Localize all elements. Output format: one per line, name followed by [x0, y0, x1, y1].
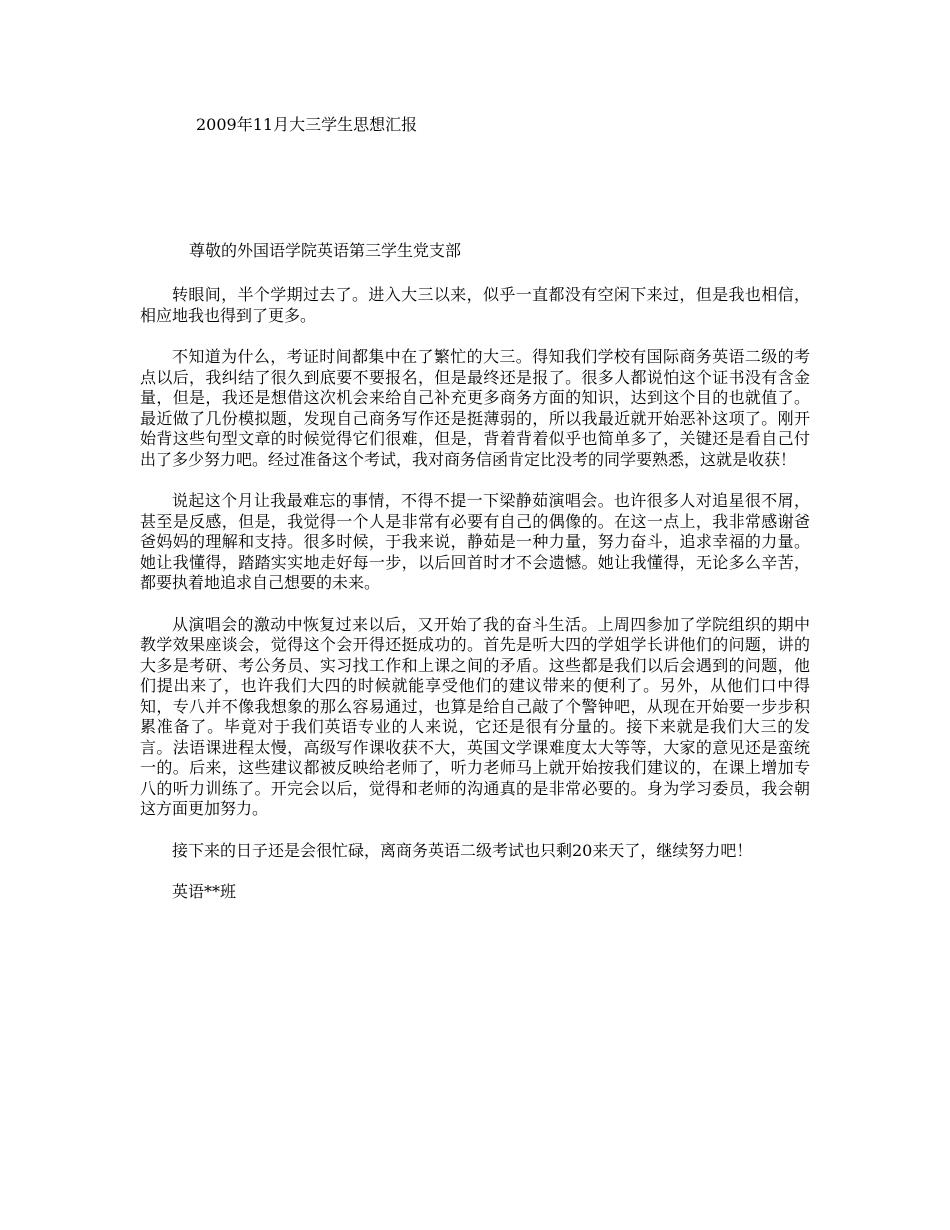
paragraph-meeting: 从演唱会的激动中恢复过来以后，又开始了我的奋斗生活。上周四参加了学院组织的期中教学效果座谈会，觉得这个会开得还挺成功的。首先是听大四的学姐学长讲他们的问题，讲的大多是考研、考公务员、实习找工作和上课之间的矛盾。这些都是我们以后会遇到的问题，他们提出来了，也许我们大四的时候就能享受他们的建议带来的便利了。另外，从他们口中得知，专八并不像我想象的那么容易通过，也算是给自己敲了个警钟吧，从现在开始要一步步积累准备了。毕竟对于我们英语专业的人来说，它还是很有分量的。接下来就是我们大三的发言。法语课进程太慢，高级写作课收获不大，英国文学课难度太大等等，大家的意见还是蛮统一的。后来，这些建议都被反映给老师了，听力老师马上就开始按我们建议的，在课上增加专八的听力训练了。开完会以后，觉得和老师的沟通真的是非常必要的。身为学习委员，我会朝这方面更加努力。: [140, 614, 810, 818]
salutation: 尊敬的外国语学院英语第三学生党支部: [189, 241, 462, 260]
paragraph-exam: 不知道为什么，考证时间都集中在了繁忙的大三。得知我们学校有国际商务英语二级的考点以后，我纠结了很久到底要不要报名，但是最终还是报了。很多人都说怕这个证书没有含金量，但是，我还是想借这次机会来给自己补充更多商务方面的知识，达到这个目的也就值了。最近做了几份模拟题，发现自己商务写作还是挺薄弱的，所以我最近就开始恶补这项了。刚开始背这些句型文章的时候觉得它们很难，但是，背着背着似乎也简单多了，关键还是看自己付出了多少努力吧。经过准备这个考试，我对商务信函肯定比没考的同学要熟悉，这就是收获！: [140, 347, 810, 469]
document-title: 2009年11月大三学生思想汇报: [196, 115, 418, 134]
signature: 英语**班: [172, 882, 237, 901]
paragraph-intro: 转眼间，半个学期过去了。进入大三以来，似乎一直都没有空闲下来过，但是我也相信，相应地我也得到了更多。: [140, 285, 810, 325]
paragraph-closing: 接下来的日子还是会很忙碌，离商务英语二级考试也只剩20来天了，继续努力吧！: [172, 840, 753, 860]
document-body: [140, 285, 810, 903]
paragraph-concert: 说起这个月让我最难忘的事情，不得不提一下梁静茹演唱会。也许很多人对追星很不屑，甚至是反感，但是，我觉得一个人是非常有必要有自己的偶像的。在这一点上，我非常感谢爸爸妈妈的理解和支持。很多时候，于我来说，静茹是一种力量，努力奋斗，追求幸福的力量。她让我懂得，踏踏实实地走好每一步，以后回首时才不会遗憾。她让我懂得，无论多么辛苦，都要执着地追求自己想要的未来。: [140, 491, 810, 592]
